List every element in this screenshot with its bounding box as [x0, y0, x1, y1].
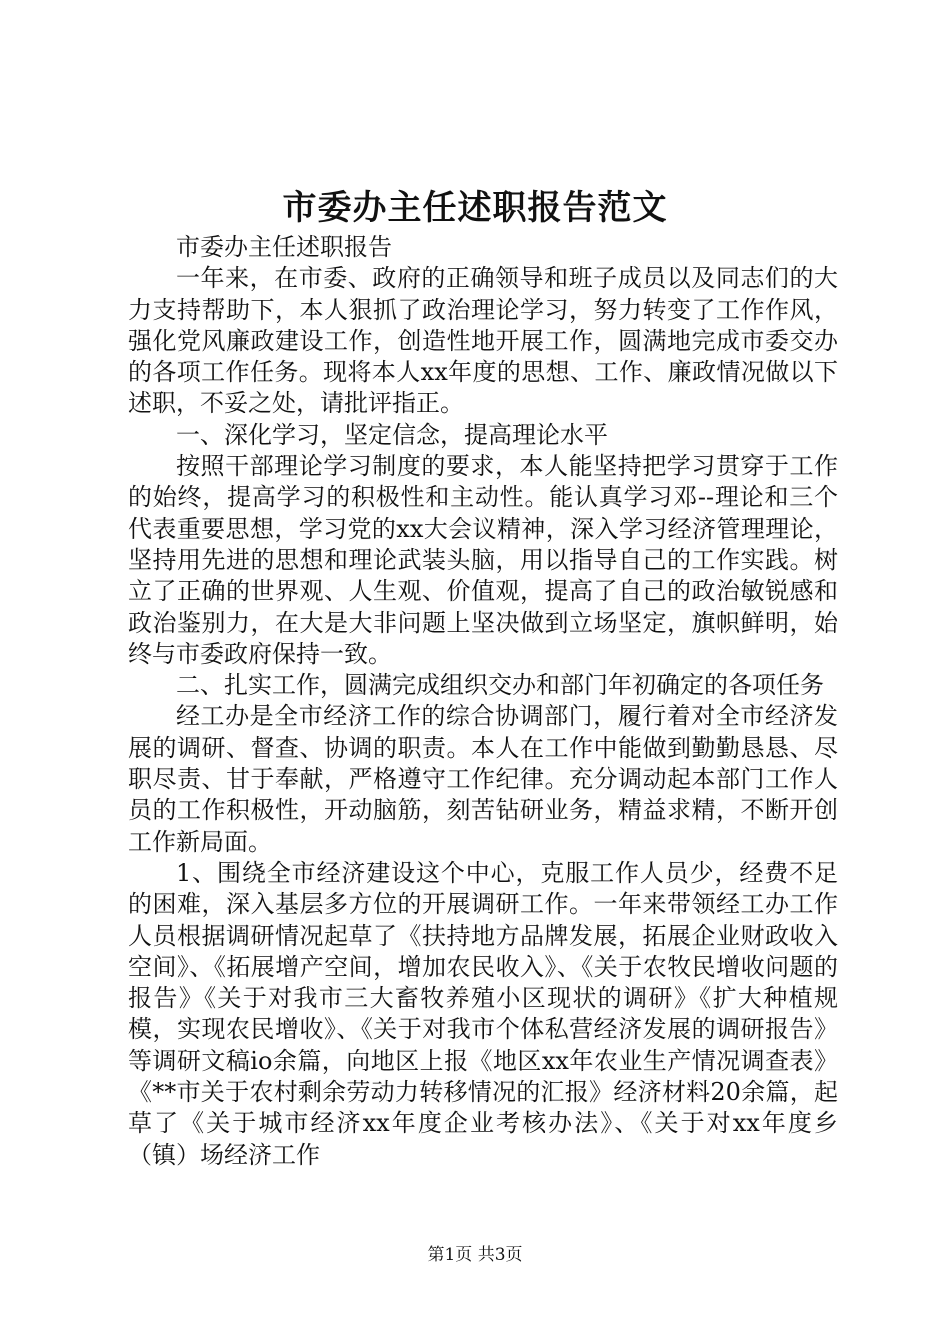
- document-title: 市委办主任述职报告范文: [282, 188, 668, 228]
- page-number-footer: 第1页 共3页: [427, 1245, 523, 1265]
- section-heading-1: 一、深化学习，坚定信念，提高理论水平: [176, 420, 608, 449]
- section-2-paragraph: 经工办是全市经济工作的综合协调部门，履行着对全市经济发展的调研、督查、协调的职责。本人在工作中能做到勤勤恳恳、尽职尽责、甘于奉献，严格遵守工作纪律。充分调动起本部门工作人员的工作积极性，开动脑筋，刻苦钻研业务，精益求精，不断开创工作新局面。: [128, 702, 838, 856]
- report-heading: 市委办主任述职报告: [176, 233, 392, 261]
- section-1-paragraph: 按照干部理论学习制度的要求，本人能坚持把学习贯穿于工作的始终，提高学习的积极性和主动性。能认真学习邓--理论和三个代表重要思想，学习党的xx大会议精神，深入学习经济管理理论，坚持用先进的思想和理论武装头脑，用以指导自己的工作实践。树立了正确的世界观、人生观、价值观，提高了自己的政治敏锐感和政治鉴别力，在大是大非问题上坚决做到立场坚定，旗帜鲜明，始终与市委政府保持一致。: [128, 452, 838, 668]
- document-body: [128, 232, 838, 1171]
- section-heading-2: 二、扎实工作，圆满完成组织交办和部门年初确定的各项任务: [176, 671, 824, 700]
- item-1-paragraph: 1、围绕全市经济建设这个中心，克服工作人员少，经费不足的困难，深入基层多方位的开展调研工作。一年来带领经工办工作人员根据调研情况起草了《扶持地方品牌发展，拓展企业财政收入空间》、《拓展增产空间，增加农民收入》、《关于农牧民增收问题的报告》《关于对我市三大畜牧养殖小区现状的调研》《扩大种植规模，实现农民增收》、《关于对我市个体私营经济发展的调研报告》等调研文稿io余篇，向地区上报《地区xx年农业生产情况调查表》《**市关于农村剩余劳动力转移情况的汇报》经济材料20余篇，起草了《关于城市经济xx年度企业考核办法》、《关于对xx年度乡（镇）场经济工作: [128, 858, 838, 1169]
- intro-paragraph: 一年来，在市委、政府的正确领导和班子成员以及同志们的大力支持帮助下，本人狠抓了政治理论学习，努力转变了工作作风，强化党风廉政建设工作，创造性地开展工作，圆满地完成市委交办的各项工作任务。现将本人xx年度的思想、工作、廉政情况做以下述职，不妥之处，请批评指正。: [128, 264, 838, 418]
